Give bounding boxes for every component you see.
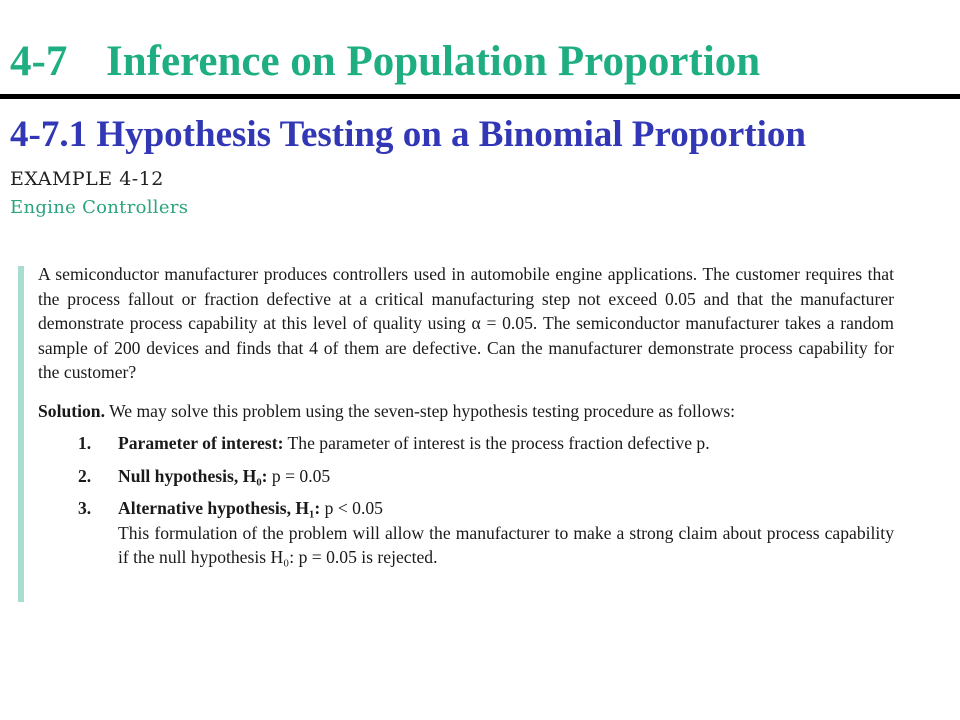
solution-label: Solution. — [38, 400, 105, 421]
step-continuation: This formulation of the problem will allow the manufacturer to make a strong claim about process capability if the null hypothesis H₀: p = 0.05 is rejected. — [118, 522, 894, 567]
title-divider — [0, 94, 960, 99]
section-number: 4-7 — [10, 38, 68, 85]
problem-statement: A semiconductor manufacturer produces controllers used in automobile engine applications. The customer requires that the process fallout or fraction defective at a critical manufacturing step not exceed 0.05 and that the manufacturer demonstrate process capability at this level of quality using α = 0.05. The semiconductor manufacturer takes a random sample of 200 devices and finds that 4 of them are defective. Can the manufacturer demonstrate process capability for the customer? — [38, 264, 894, 382]
step-text: p = 0.05 — [271, 465, 331, 486]
step-heading: Null hypothesis, H₀: — [118, 465, 268, 486]
step-text: The parameter of interest is the process fraction defective p. — [287, 433, 710, 453]
section-title: Inference on Population Proportion — [106, 38, 761, 85]
step-heading: Parameter of interest: — [118, 433, 284, 453]
solution-step — [38, 431, 894, 456]
solution-intro-text: We may solve this problem using the seven-step hypothesis testing procedure as follows: — [109, 400, 736, 421]
solution-step — [38, 496, 894, 570]
step-number: 2. — [78, 465, 92, 486]
subsection-title: 4-7.1 Hypothesis Testing on a Binomial Proportion — [10, 114, 806, 155]
page-title — [10, 36, 760, 88]
step-number: 3. — [78, 498, 92, 518]
example-side-bar — [18, 266, 24, 602]
step-heading: Alternative hypothesis, H₁: — [118, 498, 321, 518]
example-box — [38, 262, 894, 578]
example-name: Engine Controllers — [10, 197, 189, 218]
solution-intro — [38, 399, 894, 424]
step-number: 1. — [78, 433, 92, 453]
step-text: p < 0.05 — [324, 498, 383, 518]
example-label: EXAMPLE 4-12 — [10, 168, 164, 190]
solution-step — [38, 464, 894, 489]
solution-steps — [38, 431, 894, 570]
